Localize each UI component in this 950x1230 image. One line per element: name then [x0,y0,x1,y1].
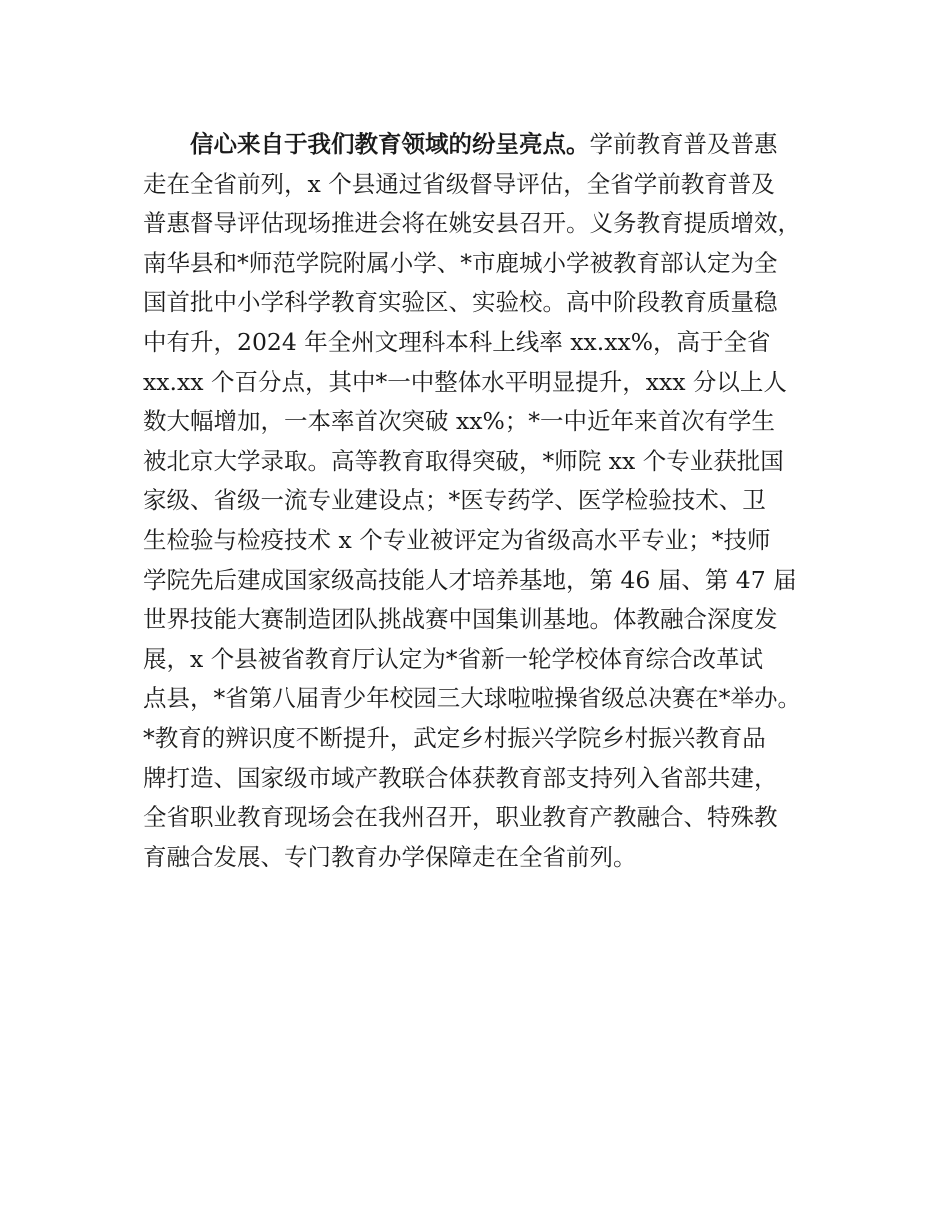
lead-sentence: 信心来自于我们教育领域的纷呈亮点。 [190,130,590,158]
paragraph-line: 走在全省前列，x 个县通过省级督导评估，全省学前教育普及 [143,169,775,198]
paragraph-line: 国首批中小学科学教育实验区、实验校。高中阶段教育质量稳 [143,288,778,317]
paragraph-line: 育融合发展、专门教育办学保障走在全省前列。 [143,842,637,871]
paragraph-line: 全省职业教育现场会在我州召开，职业教育产教融合、特殊教 [143,803,778,832]
paragraph-line: 家级、省级一流专业建设点；*医专药学、医学检验技术、卫 [143,486,766,515]
paragraph-line [143,125,833,165]
paragraph-line: xx.xx 个百分点，其中*一中整体水平明显提升，xxx 分以上人 [143,367,787,396]
paragraph-line: 数大幅增加，一本率首次突破 xx%；*一中近年来首次有学生 [143,407,776,436]
paragraph-line: 牌打造、国家级市域产教联合体获教育部支持列入省部共建， [143,763,778,792]
paragraph-line: 中有升，2024 年全州文理科本科上线率 xx.xx%，高于全省 [143,327,771,356]
paragraph-line: *教育的辨识度不断提升，武定乡村振兴学院乡村振兴教育品 [143,723,766,752]
paragraph-line: 学院先后建成国家级高技能人才培养基地，第 46 届、第 47 届 [143,565,797,594]
body-paragraph [143,125,833,877]
paragraph-line-text: 学前教育普及普惠 [589,130,778,158]
paragraph-line: 被北京大学录取。高等教育取得突破，*师院 xx 个专业获批国 [143,446,784,475]
paragraph-line: 普惠督导评估现场推进会将在姚安县召开。义务教育提质增效， [143,209,801,238]
paragraph-line: 世界技能大赛制造团队挑战赛中国集训基地。体教融合深度发 [143,605,778,634]
paragraph-line: 南华县和*师范学院附属小学、*市鹿城小学被教育部认定为全 [143,248,778,277]
paragraph-line: 展，x 个县被省教育厅认定为*省新一轮学校体育综合改革试 [143,644,763,673]
paragraph-line: 点县，*省第八届青少年校园三大球啦啦操省级总决赛在*举办。 [143,684,801,713]
paragraph-line: 生检验与检疫技术 x 个专业被评定为省级高水平专业；*技师 [143,525,771,554]
